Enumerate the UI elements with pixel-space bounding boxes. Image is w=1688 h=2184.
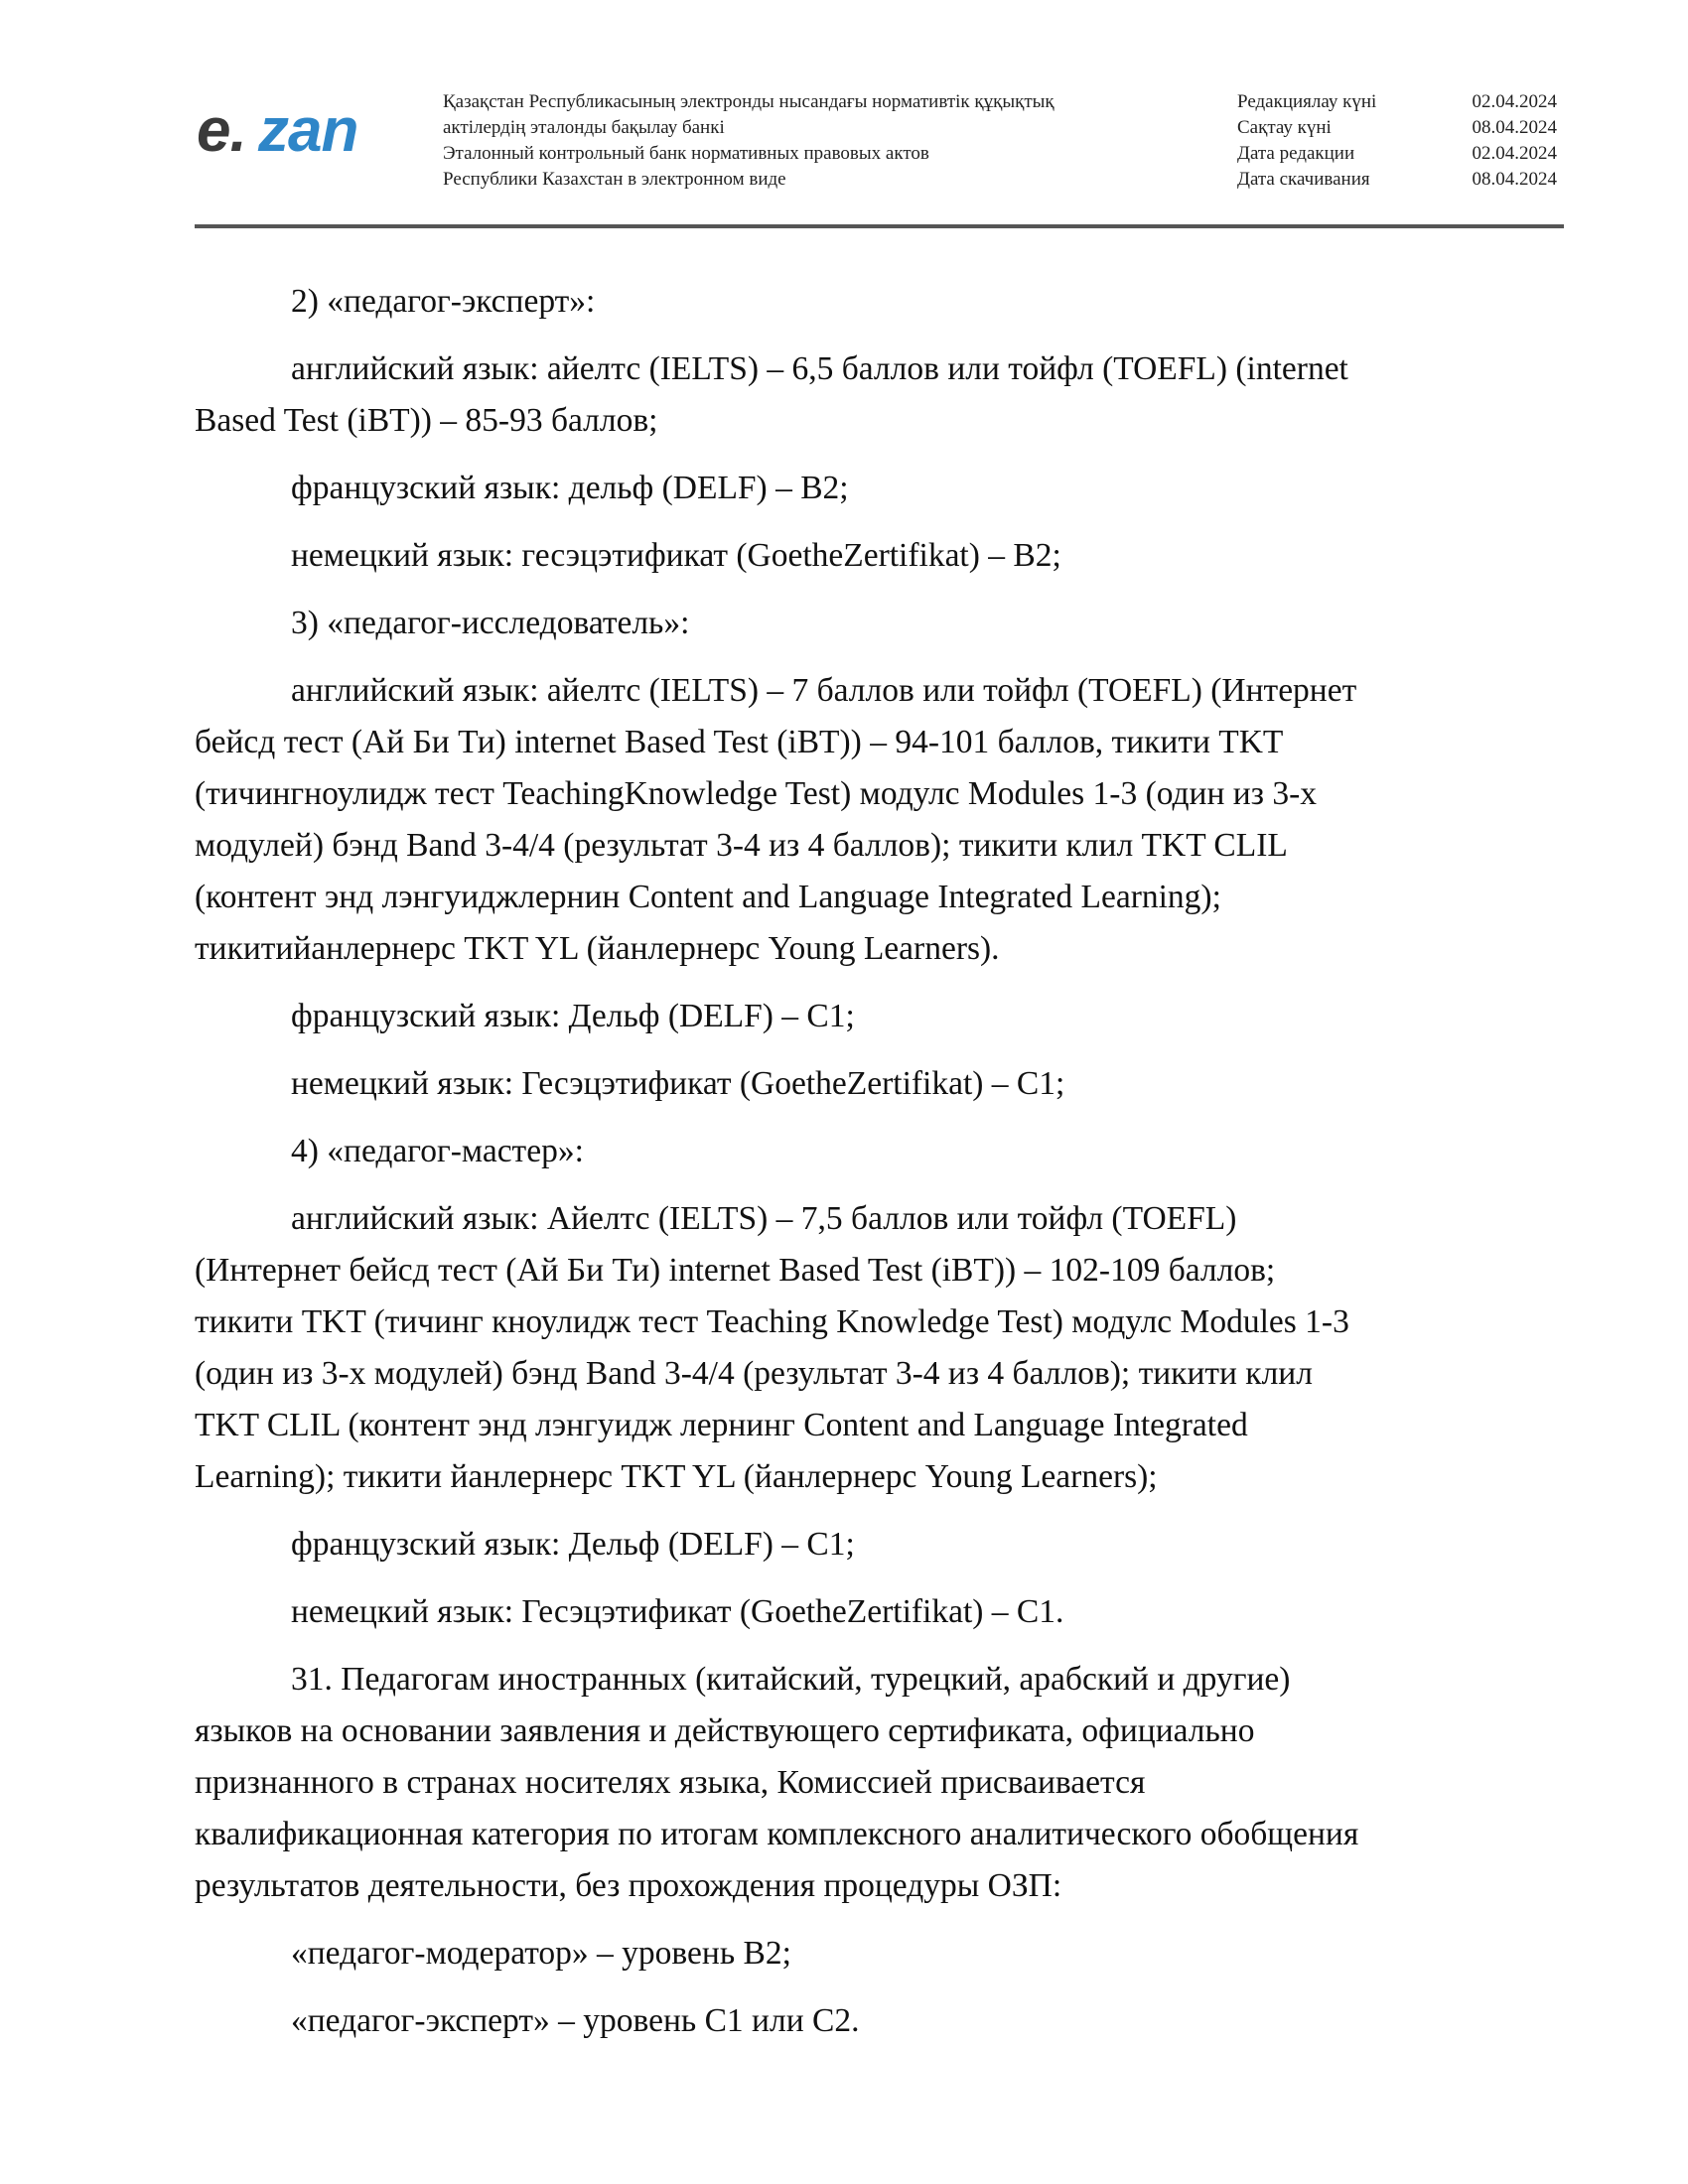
paragraph	[195, 1126, 1557, 1177]
paragraph	[195, 1995, 1557, 2047]
text-line: тикити TKT (тичинг кноулидж тест Teaching Knowledge Test) модулс Modules 1-3	[195, 1303, 1349, 1340]
paragraph	[195, 463, 1557, 514]
text-line: признанного в странах носителях языка, Комиссией присваивается	[195, 1764, 1146, 1801]
text-line: Based Test (iBT)) – 85-93 баллов;	[195, 402, 658, 439]
svg-text:zan: zan	[258, 101, 358, 161]
bank-description-line: Республики Казахстан в электронном виде	[443, 169, 786, 190]
text-line: французский язык: Дельф (DELF) – C1;	[291, 998, 855, 1034]
svg-text:e.: e.	[197, 101, 246, 161]
paragraph	[195, 1519, 1557, 1570]
paragraph	[195, 343, 1557, 447]
text-line: (один из 3-х модулей) бэнд Band 3-4/4 (результат 3-4 из 4 баллов); тикити клил	[195, 1355, 1313, 1392]
text-line: TKT CLIL (контент энд лэнгуидж лернинг Content and Language Integrated	[195, 1407, 1248, 1443]
paragraph	[195, 530, 1557, 582]
text-line: немецкий язык: гесэцэтификат (GoetheZertifikat) – B2;	[291, 537, 1061, 574]
paragraph	[195, 1654, 1557, 1912]
text-line: немецкий язык: Гесэцэтификат (GoetheZertifikat) – C1;	[291, 1065, 1065, 1102]
paragraph	[195, 1058, 1557, 1110]
bank-description	[443, 89, 1197, 193]
text-line: результатов деятельности, без прохождения процедуры ОЗП:	[195, 1867, 1062, 1904]
paragraph	[195, 991, 1557, 1042]
text-line: «педагог-эксперт» – уровень C1 или C2.	[291, 2002, 860, 2039]
date-label: Дата редакции	[1237, 143, 1355, 164]
date-row-edit-kz	[1237, 89, 1557, 115]
header-divider	[195, 224, 1564, 228]
paragraph	[195, 1586, 1557, 1638]
ezan-logo-image	[197, 101, 395, 161]
text-line: 4) «педагог-мастер»:	[291, 1133, 584, 1169]
date-label: Дата скачивания	[1237, 169, 1370, 190]
text-line: квалификационная категория по итогам комплексного аналитического обобщения	[195, 1816, 1359, 1852]
document-body	[195, 276, 1557, 2063]
text-line: Learning); тикити йанлернерс TKT YL (йанлернерс Young Learners);	[195, 1458, 1158, 1495]
text-line: английский язык: Айелтс (IELTS) – 7,5 баллов или тойфл (TOEFL)	[291, 1200, 1237, 1237]
text-line: немецкий язык: Гесэцэтификат (GoetheZertifikat) – C1.	[291, 1593, 1064, 1630]
text-line: английский язык: айелтс (IELTS) – 6,5 баллов или тойфл (TOEFL) (internet	[291, 350, 1348, 387]
date-value: 02.04.2024	[1472, 143, 1557, 164]
text-line: модулей) бэнд Band 3-4/4 (результат 3-4 из 4 баллов); тикити клил TKT CLIL	[195, 827, 1288, 864]
text-line: языков на основании заявления и действующего сертификата, официально	[195, 1712, 1255, 1749]
date-value: 08.04.2024	[1472, 169, 1557, 190]
paragraph	[195, 665, 1557, 975]
text-line: французский язык: дельф (DELF) – B2;	[291, 470, 849, 506]
text-line: 2) «педагог-эксперт»:	[291, 283, 596, 320]
bank-description-line: Қазақстан Республикасының электронды нысандағы нормативтік құқықтық	[443, 91, 1055, 112]
text-line: 3) «педагог-исследователь»:	[291, 605, 690, 641]
text-line: тикитийанлернерс TKT YL (йанлернерс Young Learners).	[195, 930, 1000, 967]
ezan-logo	[197, 101, 395, 161]
paragraph	[195, 276, 1557, 328]
bank-description-line: актілердің эталонды бақылау банкі	[443, 117, 725, 138]
document-header	[195, 83, 1557, 224]
date-row-save-kz	[1237, 115, 1557, 141]
text-line: 31. Педагогам иностранных (китайский, турецкий, арабский и другие)	[291, 1661, 1291, 1698]
text-line: (тичингноулидж тест TeachingKnowledge Test) модулс Modules 1-3 (один из 3-х	[195, 775, 1317, 812]
date-row-download-ru	[1237, 167, 1557, 193]
paragraph	[195, 1928, 1557, 1979]
date-value: 08.04.2024	[1472, 117, 1557, 138]
date-row-edit-ru	[1237, 141, 1557, 167]
paragraph	[195, 598, 1557, 649]
text-line: (Интернет бейсд тест (Ай Би Ти) internet Based Test (iBT)) – 102-109 баллов;	[195, 1252, 1276, 1289]
text-line: французский язык: Дельф (DELF) – C1;	[291, 1526, 855, 1563]
date-label: Сақтау күні	[1237, 117, 1332, 138]
text-line: бейсд тест (Ай Би Ти) internet Based Test (iBT)) – 94-101 баллов, тикити TKT	[195, 724, 1284, 760]
text-line: английский язык: айелтс (IELTS) – 7 баллов или тойфл (TOEFL) (Интернет	[291, 672, 1357, 709]
date-info	[1237, 89, 1557, 193]
paragraph	[195, 1193, 1557, 1503]
date-label: Редакциялау күні	[1237, 91, 1377, 112]
date-value: 02.04.2024	[1472, 91, 1557, 112]
text-line: «педагог-модератор» – уровень B2;	[291, 1935, 791, 1972]
text-line: (контент энд лэнгуиджлернин Content and Language Integrated Learning);	[195, 879, 1221, 915]
bank-description-line: Эталонный контрольный банк нормативных правовых актов	[443, 143, 929, 164]
